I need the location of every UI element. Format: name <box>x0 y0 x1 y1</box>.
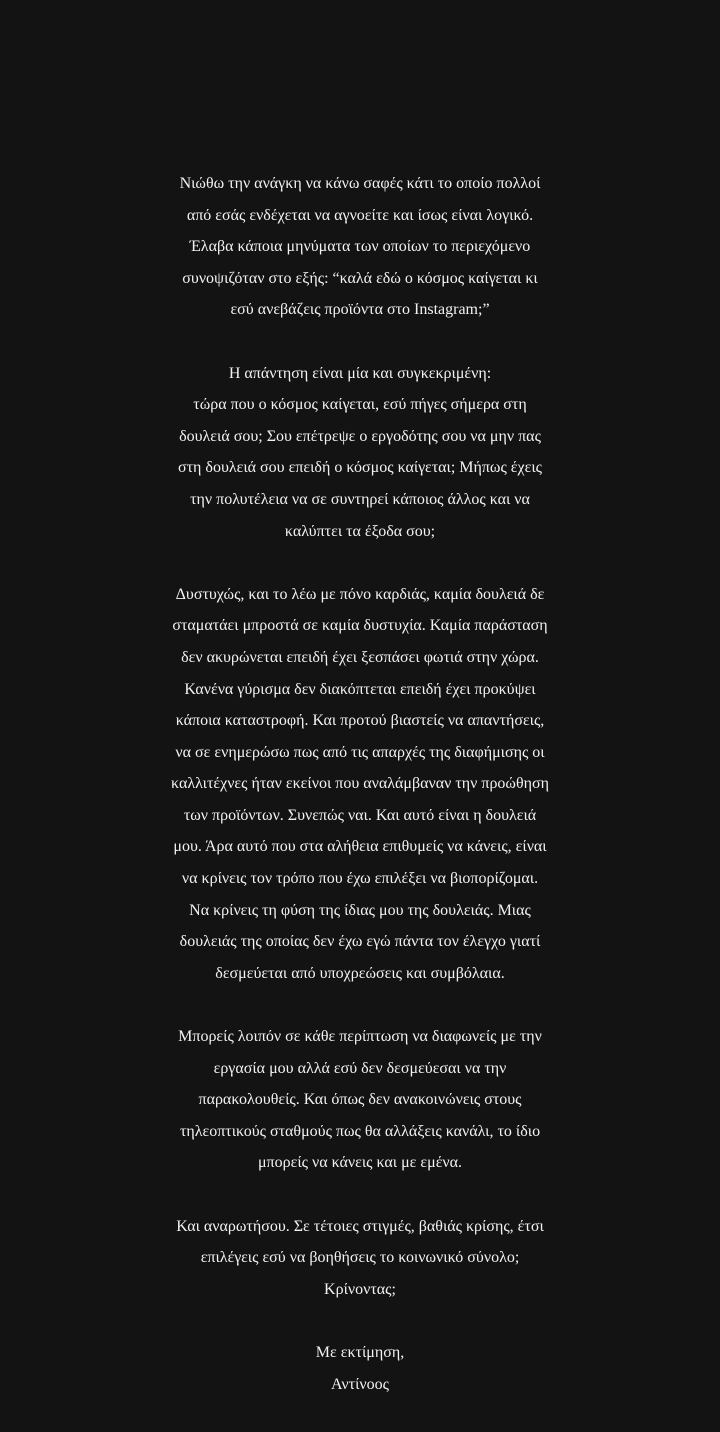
signature <box>0 1337 720 1400</box>
text-line: σταματάει μπροστά σε καμία δυστυχία. Καμία παράσταση <box>172 617 548 635</box>
text-line: Και αναρωτήσου. Σε τέτοιες στιγμές, βαθιάς κρίσης, έτσι <box>176 1217 544 1235</box>
statement-text <box>0 168 720 1432</box>
signature-name: Αντίνοος <box>331 1375 389 1393</box>
text-line: εργασία μου αλλά εσύ δεν δεσμεύεσαι να την <box>213 1059 507 1077</box>
text-line: Η απάντηση είναι μία και συγκεκριμένη: <box>228 364 492 382</box>
text-line: Κρίνοντας; <box>324 1280 396 1298</box>
text-line: Μπορείς λοιπόν σε κάθε περίπτωση να διαφωνείς με την <box>178 1028 542 1046</box>
text-line: την πολυτέλεια να σε συντηρεί κάποιος άλλος και να <box>190 490 530 508</box>
text-line: Δυστυχώς, και το λέω με πόνο καρδιάς, καμία δουλειά δε <box>175 585 545 603</box>
text-line: δεν ακυρώνεται επειδή έχει ξεσπάσει φωτιά στην χώρα. <box>181 648 539 666</box>
text-line: συνοψιζόταν στο εξής: “καλά εδώ ο κόσμος καίγεται κι <box>182 269 538 287</box>
text-line: μου. Άρα αυτό που στα αλήθεια επιθυμείς να κάνεις, είναι <box>173 838 547 856</box>
text-line: στη δουλειά σου επειδή ο κόσμος καίγεται; Μήπως έχεις <box>178 459 542 477</box>
paragraph-work <box>0 579 720 990</box>
text-line: καλλιτέχνες ήταν εκείνοι που αναλάμβαναν την προώθηση <box>171 775 549 793</box>
text-line: Νιώθω την ανάγκη να κάνω σαφές κάτι το οποίο πολλοί <box>179 175 541 192</box>
text-line: των προϊόντων. Συνεπώς ναι. Και αυτό είναι η δουλειά <box>183 806 537 824</box>
text-line: Κανένα γύρισμα δεν διακόπτεται επειδή έχει προκύψει <box>184 680 536 698</box>
text-line: δουλειάς της οποίας δεν έχω εγώ πάντα τον έλεγχο γιατί <box>179 933 541 951</box>
text-line: τηλεοπτικούς σταθμούς πως θα αλλάξεις κανάλι, το ίδιο <box>179 1122 541 1140</box>
text-line: να σε ενημερώσω πως από τις απαρχές της διαφήμισης οι <box>175 743 545 761</box>
text-line: τώρα που ο κόσμος καίγεται, εσύ πήγες σήμερα στη <box>193 396 527 414</box>
text-line: δουλειά σου; Σου επέτρεψε ο εργοδότης σου να μην πας <box>179 427 541 445</box>
text-line: να κρίνεις τον τρόπο που έχω επιλέξει να βιοπορίζομαι. <box>181 870 539 888</box>
text-line: παρακολουθείς. Και όπως δεν ανακοινώνεις στους <box>198 1091 522 1109</box>
paragraph-disagree <box>0 1021 720 1179</box>
text-line: Έλαβα κάποια μηνύματα των οποίων το περιεχόμενο <box>189 238 531 256</box>
paragraph-question <box>0 1211 720 1306</box>
text-line: καλύπτει τα έξοδα σου; <box>284 522 436 540</box>
signature-closing: Με εκτίμηση, <box>315 1343 405 1361</box>
text-line: από εσάς ενδέχεται να αγνοείτε και ίσως είναι λογικό. <box>186 206 534 224</box>
paragraph-answer <box>0 358 720 548</box>
text-line: μπορείς να κάνεις και με εμένα. <box>257 1154 463 1172</box>
text-line: επιλέγεις εσύ να βοηθήσεις το κοινωνικό σύνολο; <box>200 1249 520 1267</box>
text-line: κάποια καταστροφή. Και προτού βιαστείς να απαντήσεις, <box>175 712 545 730</box>
text-line: εσύ ανεβάζεις προϊόντα στο Instagram;” <box>230 301 490 319</box>
paragraph-intro <box>0 168 720 326</box>
text-line: δεσμεύεται από υποχρεώσεις και συμβόλαια. <box>215 964 505 982</box>
text-line: Να κρίνεις τη φύση της ίδιας μου της δουλειάς. Μιας <box>189 901 531 919</box>
